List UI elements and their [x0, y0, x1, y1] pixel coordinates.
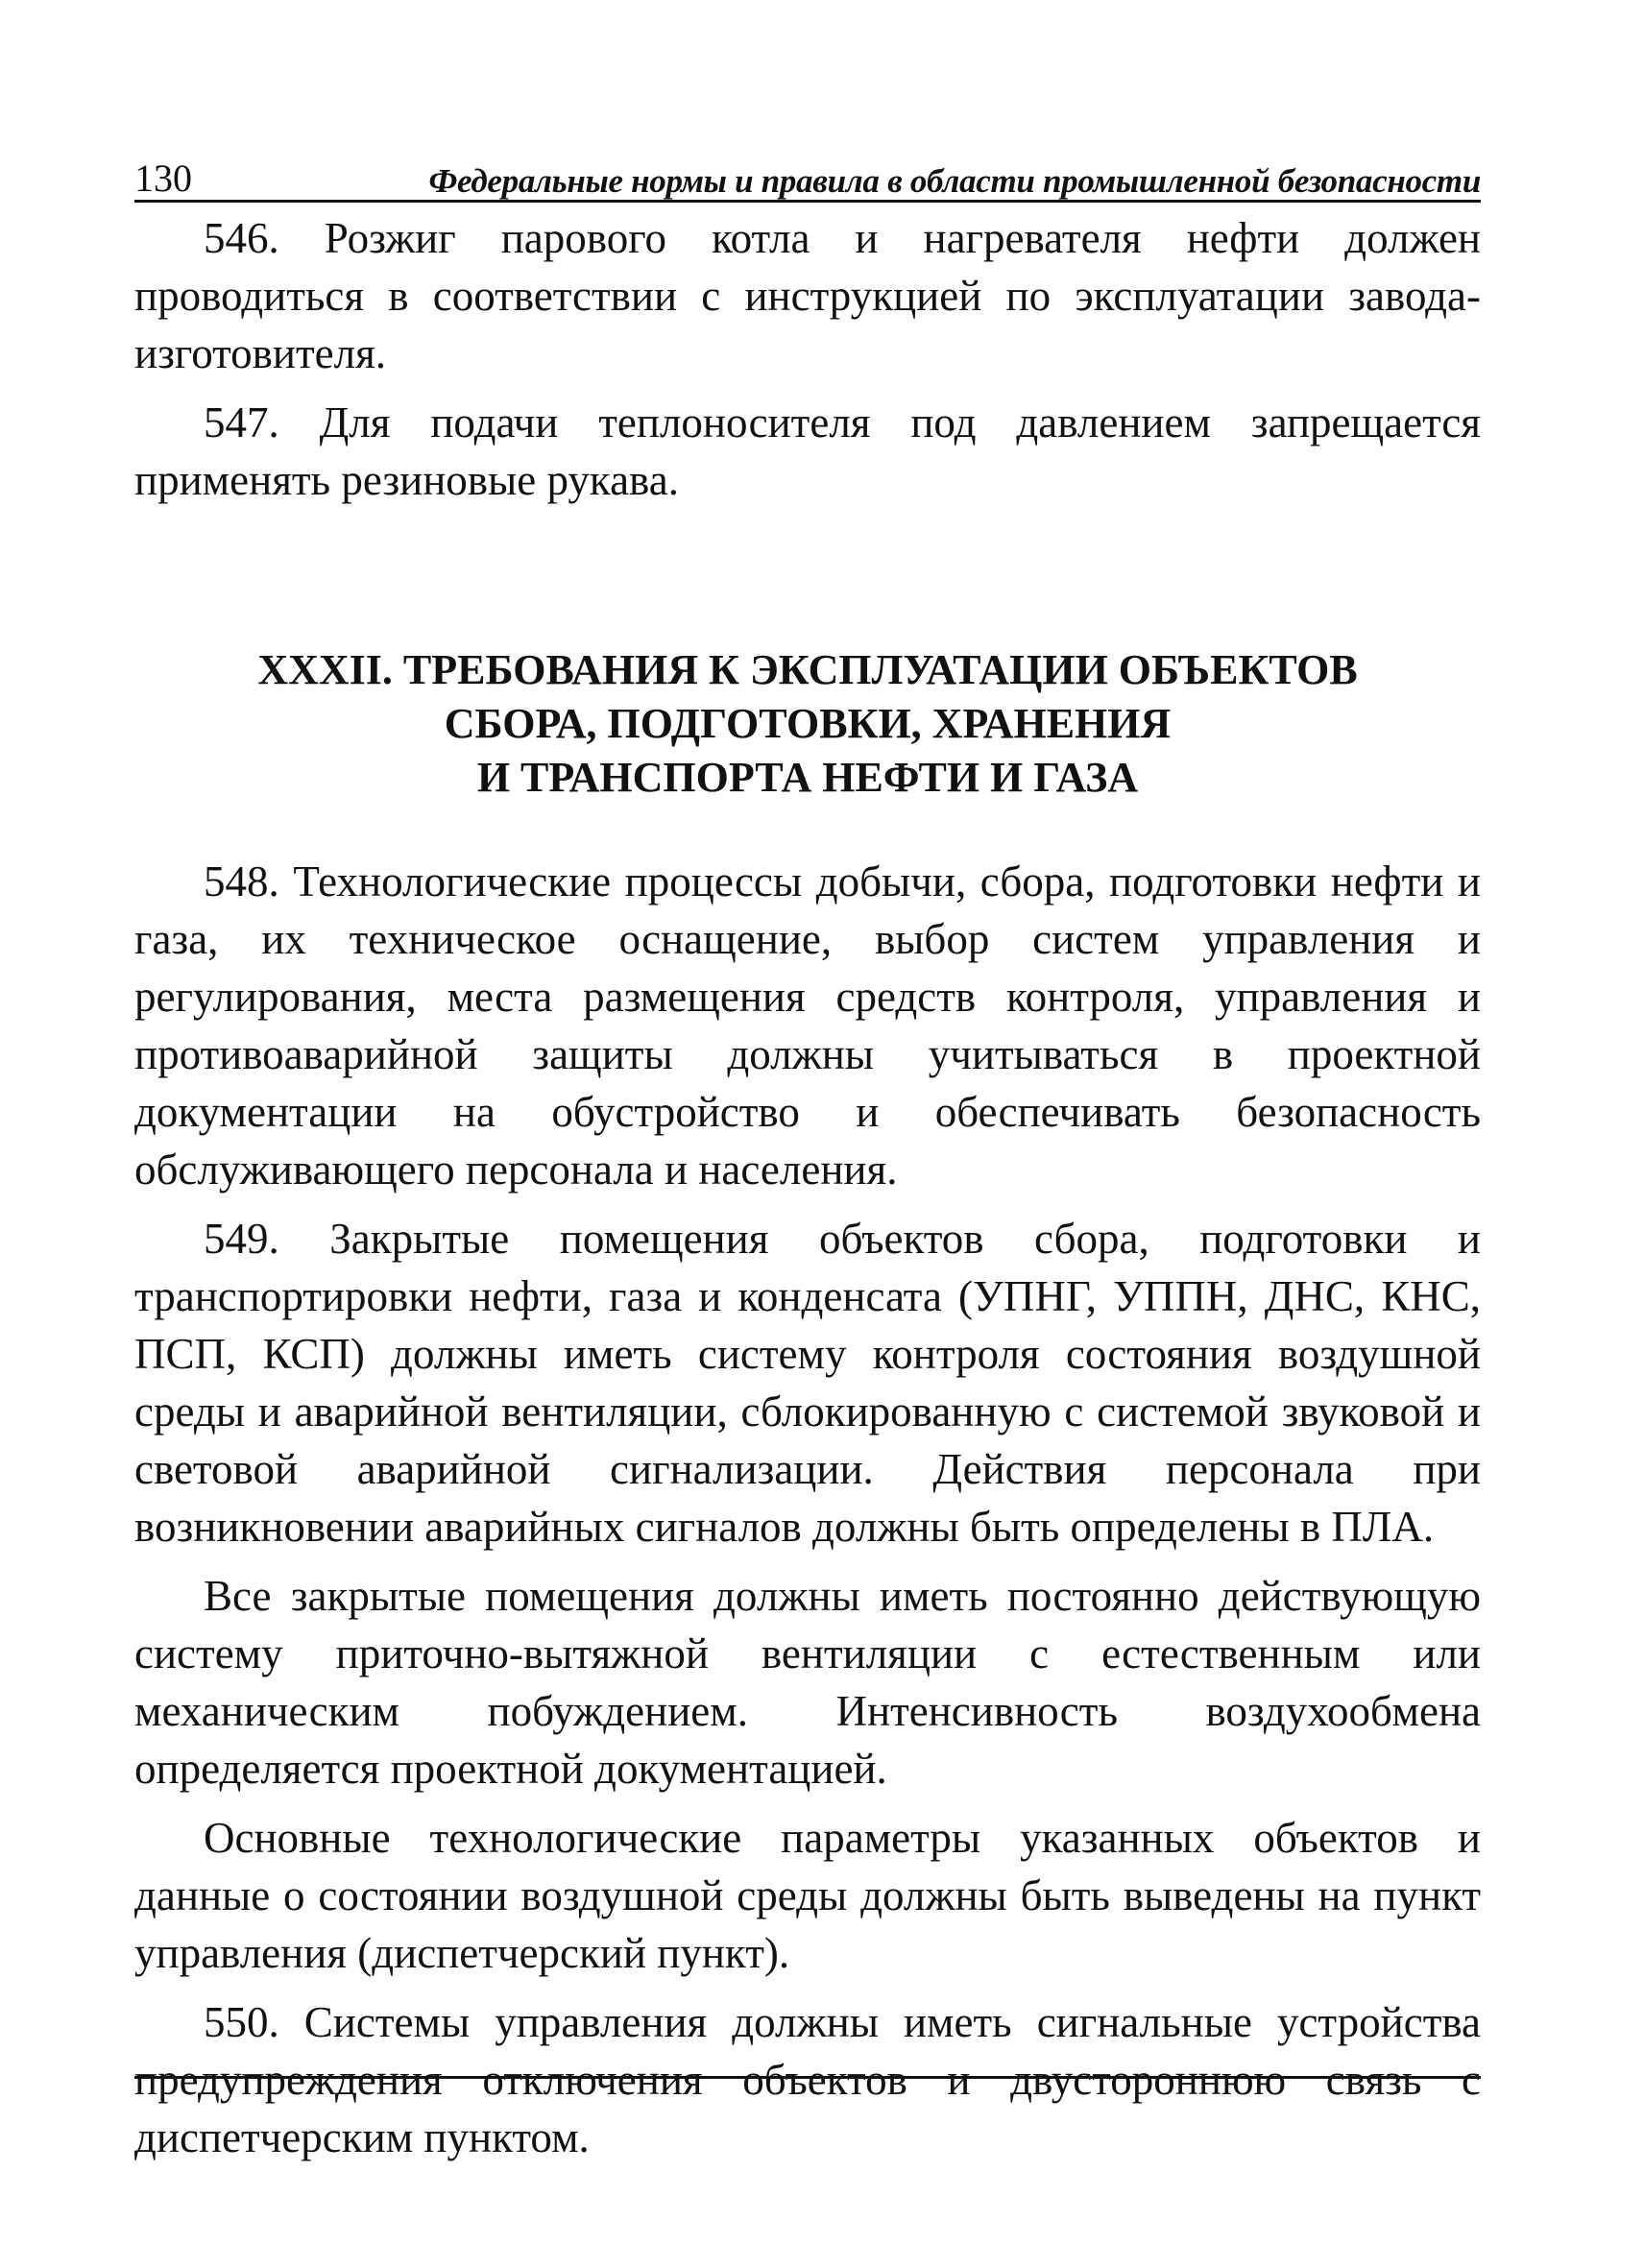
- section-title-line: СБОРА, ПОДГОТОВКИ, ХРАНЕНИЯ: [444, 700, 1172, 747]
- section-title-line: XXXII. ТРЕБОВАНИЯ К ЭКСПЛУАТАЦИИ ОБЪЕКТОВ: [257, 646, 1358, 693]
- paragraph-549: 549. Закрытые помещения объектов сбора, подготовки и транспортировки нефти, газа и конденсата (УПНГ, УППН, ДНС, КНС, ПСП, КСП) должны иметь систему контроля состояния воздушной среды и аварийной вентиляции, сблокированную с системой звуковой и световой аварийной сигнализации. Действия персонала при возникновении аварийных сигналов должны быть определены в ПЛА.: [134, 1215, 1481, 1551]
- page-body: [134, 209, 1481, 2166]
- page-number: 130: [134, 157, 192, 200]
- header-title: Федеральные нормы и правила в области промышленной безопасности: [428, 162, 1481, 200]
- section-title: [134, 643, 1481, 805]
- paragraph-548: 548. Технологические процессы добычи, сбора, подготовки нефти и газа, их техническое оснащение, выбор систем управления и регулирования, места размещения средств контроля, управления и противоаварийной защиты должны учитываться в проектной документации на обустройство и обеспечивать безопасность обслуживающего персонала и населения.: [134, 857, 1481, 1194]
- paragraph-546: 546. Розжиг парового котла и нагревателя нефти должен проводиться в соответствии с инструкцией по эксплуатации завода-изготовителя.: [134, 214, 1481, 377]
- running-header: [134, 144, 1481, 203]
- section-title-line: И ТРАНСПОРТА НЕФТИ И ГАЗА: [476, 754, 1139, 801]
- paragraph-parameters: Основные технологические параметры указанных объектов и данные о состоянии воздушной среды должны быть выведены на пункт управления (диспетчерский пункт).: [134, 1814, 1481, 1977]
- paragraph-547: 547. Для подачи теплоносителя под давлением запрещается применять резиновые рукава.: [134, 398, 1481, 504]
- paragraph-ventilation: Все закрытые помещения должны иметь постоянно действующую систему приточно-вытяжной вентиляции с естественным или механическим побуждением. Интенсивность воздухообмена определяется проектной документацией.: [134, 1572, 1481, 1793]
- paragraph-550: 550. Системы управления должны иметь сигнальные устройства предупреждения отключения объектов и двустороннюю связь с диспетчерским пунктом.: [134, 1998, 1481, 2161]
- footer-rule: [134, 2076, 1481, 2079]
